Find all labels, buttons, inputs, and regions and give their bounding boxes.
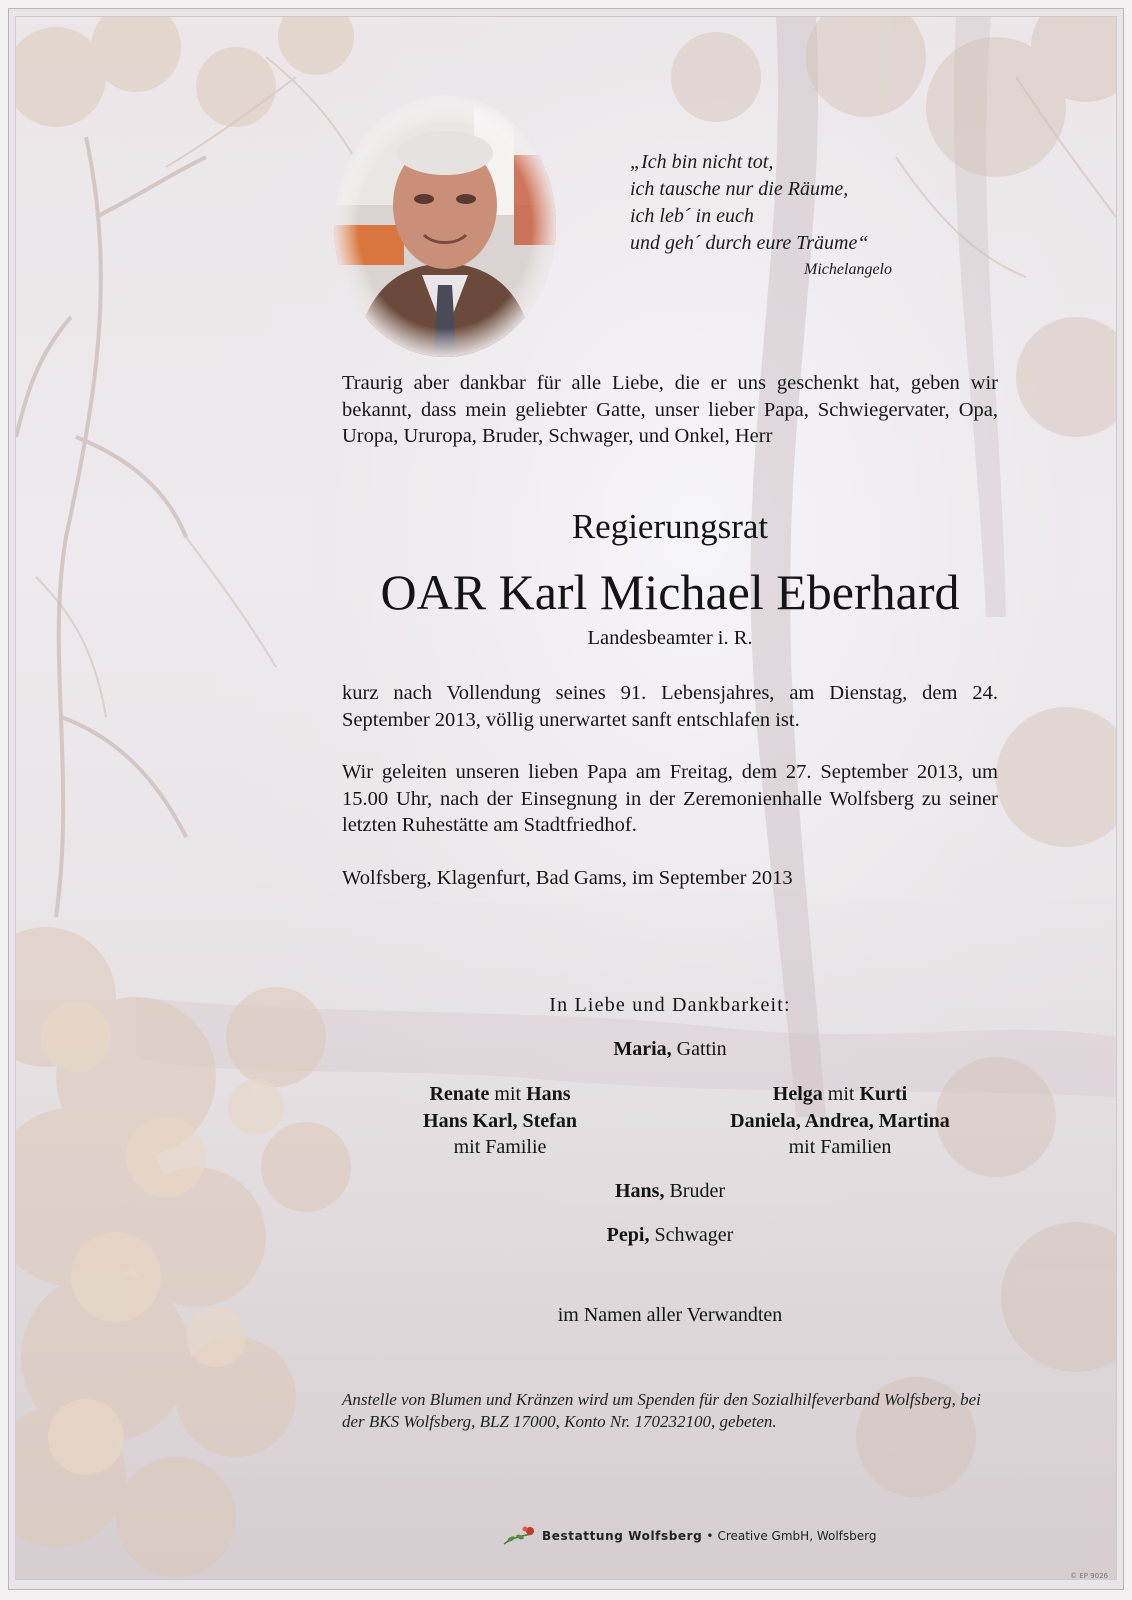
deceased-profession: Landesbeamter i. R. — [587, 627, 753, 649]
on-behalf-line: im Namen aller Verwandten — [557, 1304, 783, 1326]
flower-logo-icon — [502, 1524, 536, 1548]
mourner-family-right — [710, 1081, 970, 1161]
mourner-name: Hans, — [614, 1180, 665, 1202]
quote-author: Michelangelo — [804, 261, 892, 278]
mourner-name: Maria, — [613, 1038, 672, 1060]
mourner-relation: Bruder — [669, 1180, 725, 1202]
mourner-line: mit Familie — [453, 1136, 547, 1159]
quote-line: ich leb´ in euch — [630, 205, 754, 227]
mourner-wife — [342, 1036, 998, 1062]
mourner-relation: Schwager — [654, 1224, 734, 1246]
obituary-page — [8, 8, 1124, 1590]
mourner-brother-in-law — [342, 1222, 998, 1248]
mourner-line: Daniela, Andrea, Martina — [730, 1109, 950, 1132]
death-notice: kurz nach Vollendung seines 91. Lebensjahres, am Dienstag, dem 24. September 2013, völlig unerwartet sanft entschlafen ist. — [342, 682, 998, 731]
mourner-brother — [342, 1178, 998, 1204]
mourner-name: Pepi, — [606, 1224, 650, 1246]
footer-company: Creative GmbH, Wolfsberg — [717, 1529, 877, 1543]
announcement-intro: Traurig aber dankbar für alle Liebe, die er uns geschenkt hat, geben wir bekannt, dass mein geliebter Gatte, unser lieber Papa, Schwiegervater, Opa, Uropa, Ururopa, Bruder, Schwager, und Onkel, Herr — [342, 372, 998, 448]
deceased-name: OAR Karl Michael Eberhard — [380, 564, 960, 620]
footer-separator: • — [706, 1529, 714, 1543]
mourner-line: Helga mit Kurti — [772, 1083, 908, 1105]
quote-line: ich tausche nur die Räume, — [630, 178, 849, 200]
quote-block — [630, 149, 930, 281]
template-code: © EP 9026 — [1070, 1572, 1108, 1580]
mourners-heading: In Liebe und Dankbarkeit: — [549, 994, 791, 1016]
donation-note: Anstelle von Blumen und Kränzen wird um Spenden für den Sozialhilfeverband Wolfsberg, bei der BKS Wolfsberg, BLZ 17000, Konto Nr. 170232100, gebeten. — [342, 1390, 981, 1431]
place-date: Wolfsberg, Klagenfurt, Bad Gams, im September 2013 — [342, 867, 793, 889]
funeral-home-name: Bestattung Wolfsberg — [542, 1529, 703, 1543]
deceased-title: Regierungsrat — [571, 507, 769, 546]
portrait-photo — [334, 95, 556, 357]
mourner-line: mit Familien — [788, 1136, 892, 1159]
mourner-line: Renate mit Hans — [429, 1083, 571, 1105]
quote-line: „Ich bin nicht tot, — [630, 151, 774, 173]
funeral-home-footer — [502, 1522, 876, 1550]
mourner-line: Hans Karl, Stefan — [423, 1109, 577, 1132]
mourner-family-left — [370, 1081, 630, 1161]
funeral-details: Wir geleiten unseren lieben Papa am Freitag, dem 27. September 2013, um 15.00 Uhr, nach der Einsegnung in der Zeremonienhalle Wolfsberg zu seiner letzten Ruhestätte am Stadtfriedhof. — [342, 761, 998, 837]
mourner-relation: Gattin — [676, 1038, 727, 1060]
page-frame — [15, 16, 1117, 1580]
quote-line: und geh´ durch eure Träume“ — [630, 232, 869, 254]
